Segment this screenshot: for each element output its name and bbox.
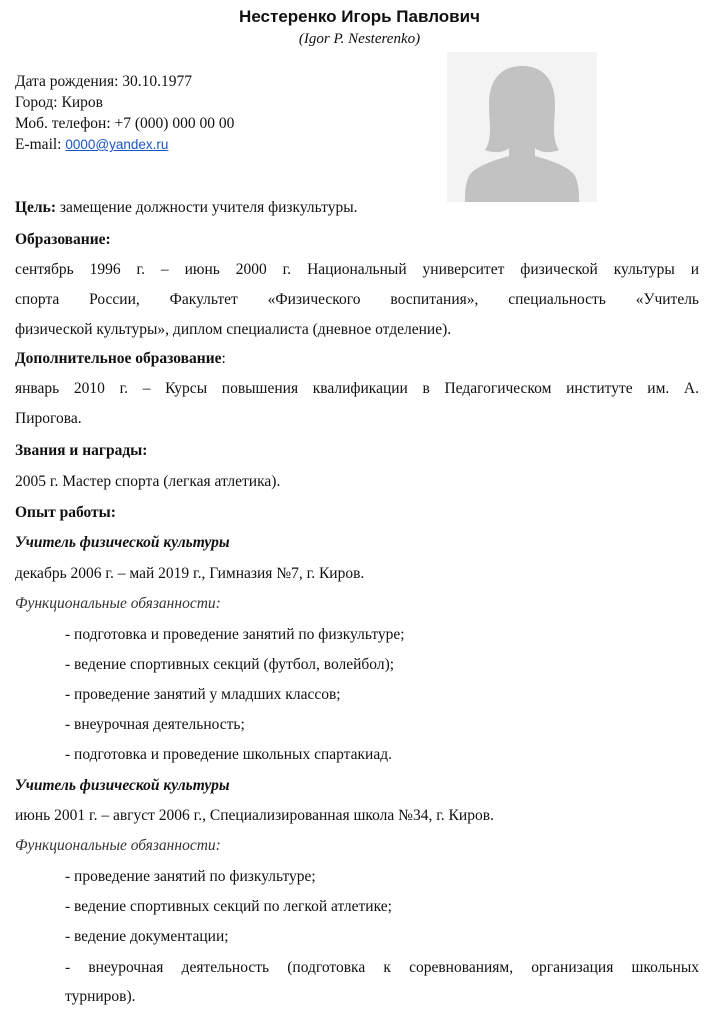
goal-text: замещение должности учителя физкультуры. xyxy=(59,199,358,216)
birth-date-value: 30.10.1977 xyxy=(122,73,193,90)
duty-item: - ведение спортивных секций (футбол, волейбол); xyxy=(65,656,395,673)
job-title: Учитель физической культуры xyxy=(15,777,230,794)
job-title: Учитель физической культуры xyxy=(15,534,230,551)
city-label: Город: xyxy=(15,94,58,111)
additional-education-line: январь 2010 г. – Курсы повышения квалификации в Педагогическом институте им. А. xyxy=(15,380,699,397)
phone-row xyxy=(15,113,234,134)
city-value: Киров xyxy=(61,94,103,111)
additional-education-heading: Дополнительное образование xyxy=(15,350,222,367)
duties-label: Функциональные обязанности: xyxy=(15,595,221,612)
experience-heading: Опыт работы: xyxy=(15,504,116,521)
duty-item: - ведение документации; xyxy=(65,928,229,945)
city-row xyxy=(15,92,234,113)
job-period: декабрь 2006 г. – май 2019 г., Гимназия №7, г. Киров. xyxy=(15,565,365,582)
additional-education-heading-row xyxy=(15,349,226,369)
duty-item: - проведение занятий у младших классов; xyxy=(65,686,341,703)
education-line: сентябрь 1996 г. – июнь 2000 г. Национальный университет физической культуры и xyxy=(15,261,699,278)
duty-item-continuation: турниров). xyxy=(65,988,136,1005)
email-label: E-mail: xyxy=(15,136,62,153)
duty-item: - подготовка и проведение занятий по физкультуре; xyxy=(65,626,405,643)
birth-date-label: Дата рождения: xyxy=(15,73,119,90)
awards-text: 2005 г. Мастер спорта (легкая атлетика). xyxy=(15,473,281,490)
education-heading: Образование: xyxy=(15,231,111,248)
birth-date-row xyxy=(15,71,234,92)
duty-item: - ведение спортивных секций по легкой атлетике; xyxy=(65,898,392,915)
phone-value: +7 (000) 000 00 00 xyxy=(114,115,235,132)
goal-label: Цель: xyxy=(15,199,56,216)
job-period: июнь 2001 г. – август 2006 г., Специализированная школа №34, г. Киров. xyxy=(15,807,494,824)
email-link[interactable]: 0000@yandex.ru xyxy=(65,137,169,152)
phone-label: Моб. телефон: xyxy=(15,115,111,132)
duty-item: - проведение занятий по физкультуре; xyxy=(65,868,316,885)
resume-name-latin: (Igor P. Nesterenko) xyxy=(298,31,421,47)
profile-photo xyxy=(447,52,597,202)
email-row xyxy=(15,134,234,155)
additional-education-colon: : xyxy=(221,350,226,367)
education-line: физической культуры», диплом специалиста (дневное отделение). xyxy=(15,321,452,338)
duty-item: - подготовка и проведение школьных спартакиад. xyxy=(65,746,392,763)
awards-heading: Звания и награды: xyxy=(15,442,148,459)
contact-block xyxy=(15,71,234,155)
duty-item: - внеурочная деятельность (подготовка к соревнованиям, организация школьных xyxy=(65,959,699,976)
person-silhouette-icon xyxy=(447,52,597,202)
goal-line xyxy=(15,198,358,218)
additional-education-line: Пирогова. xyxy=(15,410,82,427)
duty-item: - внеурочная деятельность; xyxy=(65,716,245,733)
duties-label: Функциональные обязанности: xyxy=(15,837,221,854)
education-line: спорта России, Факультет «Физического воспитания», специальность «Учитель xyxy=(15,291,699,308)
resume-name: Нестеренко Игорь Павлович xyxy=(239,7,480,26)
